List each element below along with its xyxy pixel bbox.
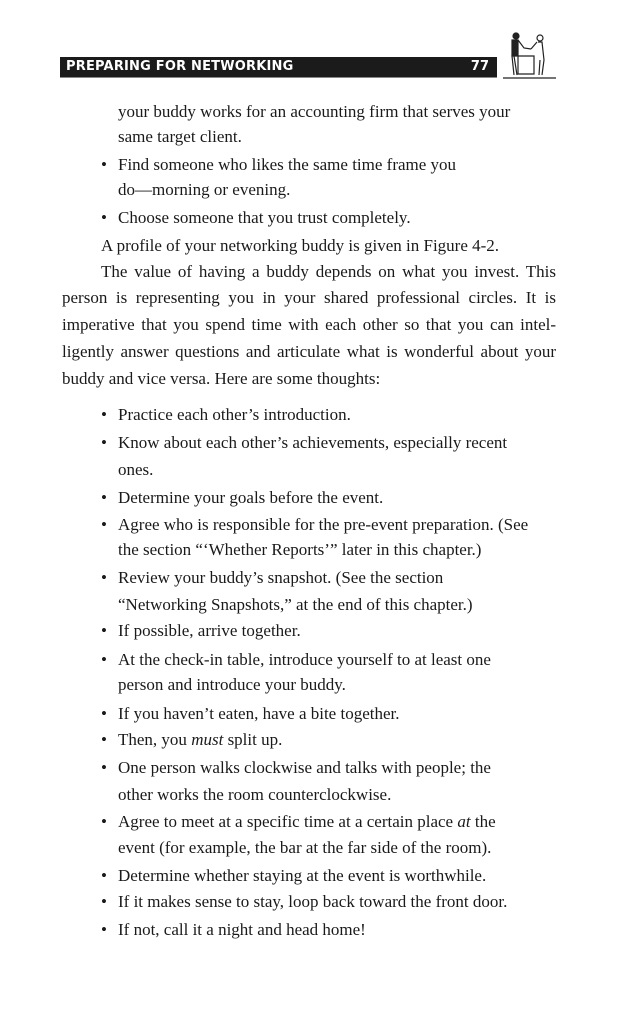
text-line: If not, call it a night and head home! [118,920,366,939]
text-line: Agree to meet at a specific time at a certain place at the [118,812,496,831]
bullet-icon: • [101,758,107,777]
text-line: person and introduce your buddy. [118,675,346,694]
chapter-title: PREPARING FOR NETWORKING [66,59,294,74]
text-line: If it makes sense to stay, loop back toward the front door. [118,892,508,911]
text-line: other works the room counterclockwise. [118,785,392,804]
text-line: Choose someone that you trust completely. [118,208,411,227]
text-line: Agree who is responsible for the pre-event preparation. (See [118,515,529,534]
bullet-icon: • [101,892,107,911]
text-line: The value of having a buddy depends on what you invest. This [101,262,556,281]
text-line: Determine whether staying at the event is worthwhile. [118,866,487,885]
emphasis: at [457,812,471,831]
bullet-icon: • [101,812,107,831]
text-line: If you haven’t eaten, have a bite together. [118,704,400,723]
text-line: buddy and vice versa. Here are some thoughts: [62,369,381,388]
text-line: Then, you must split up. [118,730,283,749]
text-line: do—morning or evening. [118,180,291,199]
bullet-icon: • [101,488,107,507]
bullet-icon: • [101,730,107,749]
text-line: event (for example, the bar at the far side of the room). [118,838,492,857]
text-line: If possible, arrive together. [118,621,301,640]
text-line: same target client. [118,127,242,146]
bullet-icon: • [101,208,107,227]
text-line: One person walks clockwise and talks with people; the [118,758,491,777]
bullet-icon: • [101,155,107,174]
text-line: Review your buddy’s snapshot. (See the section [118,568,444,587]
bullet-icon: • [101,568,107,587]
text-line: Know about each other’s achievements, especially recent [118,433,508,452]
text-line: person is representing you in your shared professional circles. It is [62,288,556,307]
emphasis: must [191,730,224,749]
bullet-icon: • [101,920,107,939]
text-line: ones. [118,460,154,479]
page-number: 77 [470,59,489,74]
handshake-illustration-icon [498,30,558,80]
text-line: the section “‘Whether Reports’” later in this chapter.) [118,540,482,559]
bullet-icon: • [101,650,107,669]
text-line: imperative that you spend time with each other so that you can intel- [62,315,556,334]
text-line: Practice each other’s introduction. [118,405,351,424]
bullet-icon: • [101,405,107,424]
text-line: A profile of your networking buddy is given in Figure 4-2. [101,236,500,255]
bullet-icon: • [101,515,107,534]
text-line: Find someone who likes the same time frame you [118,155,457,174]
text-line: your buddy works for an accounting firm that serves your [118,102,511,121]
text-line: “Networking Snapshots,” at the end of this chapter.) [118,595,473,614]
bullet-icon: • [101,621,107,640]
running-header [60,57,497,78]
bullet-icon: • [101,433,107,452]
text-line: ligently answer questions and articulate what is wonderful about your [62,342,556,361]
text-line: At the check-in table, introduce yourself to at least one [118,650,491,669]
text-line: Determine your goals before the event. [118,488,384,507]
bullet-icon: • [101,704,107,723]
bullet-icon: • [101,866,107,885]
